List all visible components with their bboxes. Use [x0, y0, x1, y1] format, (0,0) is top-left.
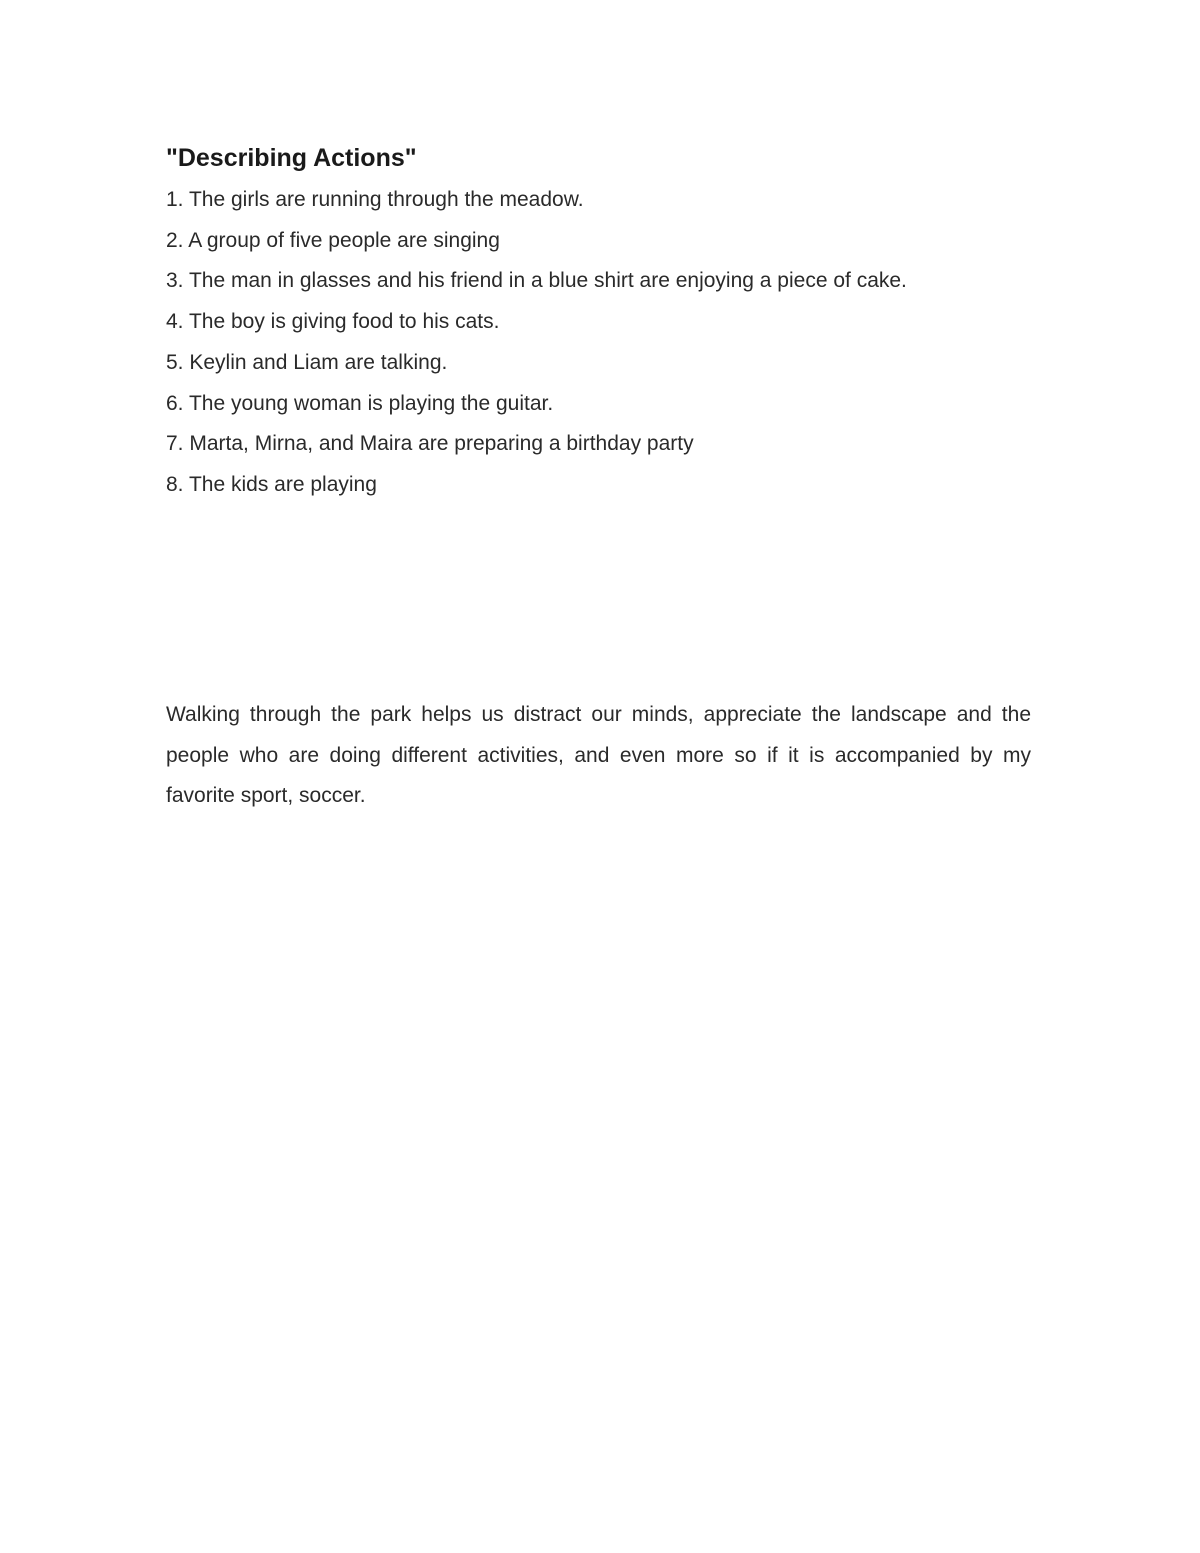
action-item-8: 8. The kids are playing: [166, 472, 377, 496]
action-item-7: 7. Marta, Mirna, and Maira are preparing a birthday party: [166, 432, 694, 456]
document-content: [166, 140, 1031, 506]
body-paragraph: Walking through the park helps us distract our minds, appreciate the landscape and the people who are doing different activities, and even more so if it is accompanied by my favorite sport, soccer.: [166, 703, 1031, 807]
action-item-1: 1. The girls are running through the meadow.: [166, 188, 584, 211]
action-item-3: 3. The man in glasses and his friend in a blue shirt are enjoying a piece of cake.: [166, 269, 907, 293]
action-item-5: 5. Keylin and Liam are talking.: [166, 350, 448, 374]
document-title: "Describing Actions": [166, 144, 417, 172]
action-list: [166, 180, 1031, 506]
action-item-2: 2. A group of five people are singing: [166, 228, 500, 252]
action-item-6: 6. The young woman is playing the guitar.: [166, 391, 554, 415]
action-item-4: 4. The boy is giving food to his cats.: [166, 310, 500, 334]
